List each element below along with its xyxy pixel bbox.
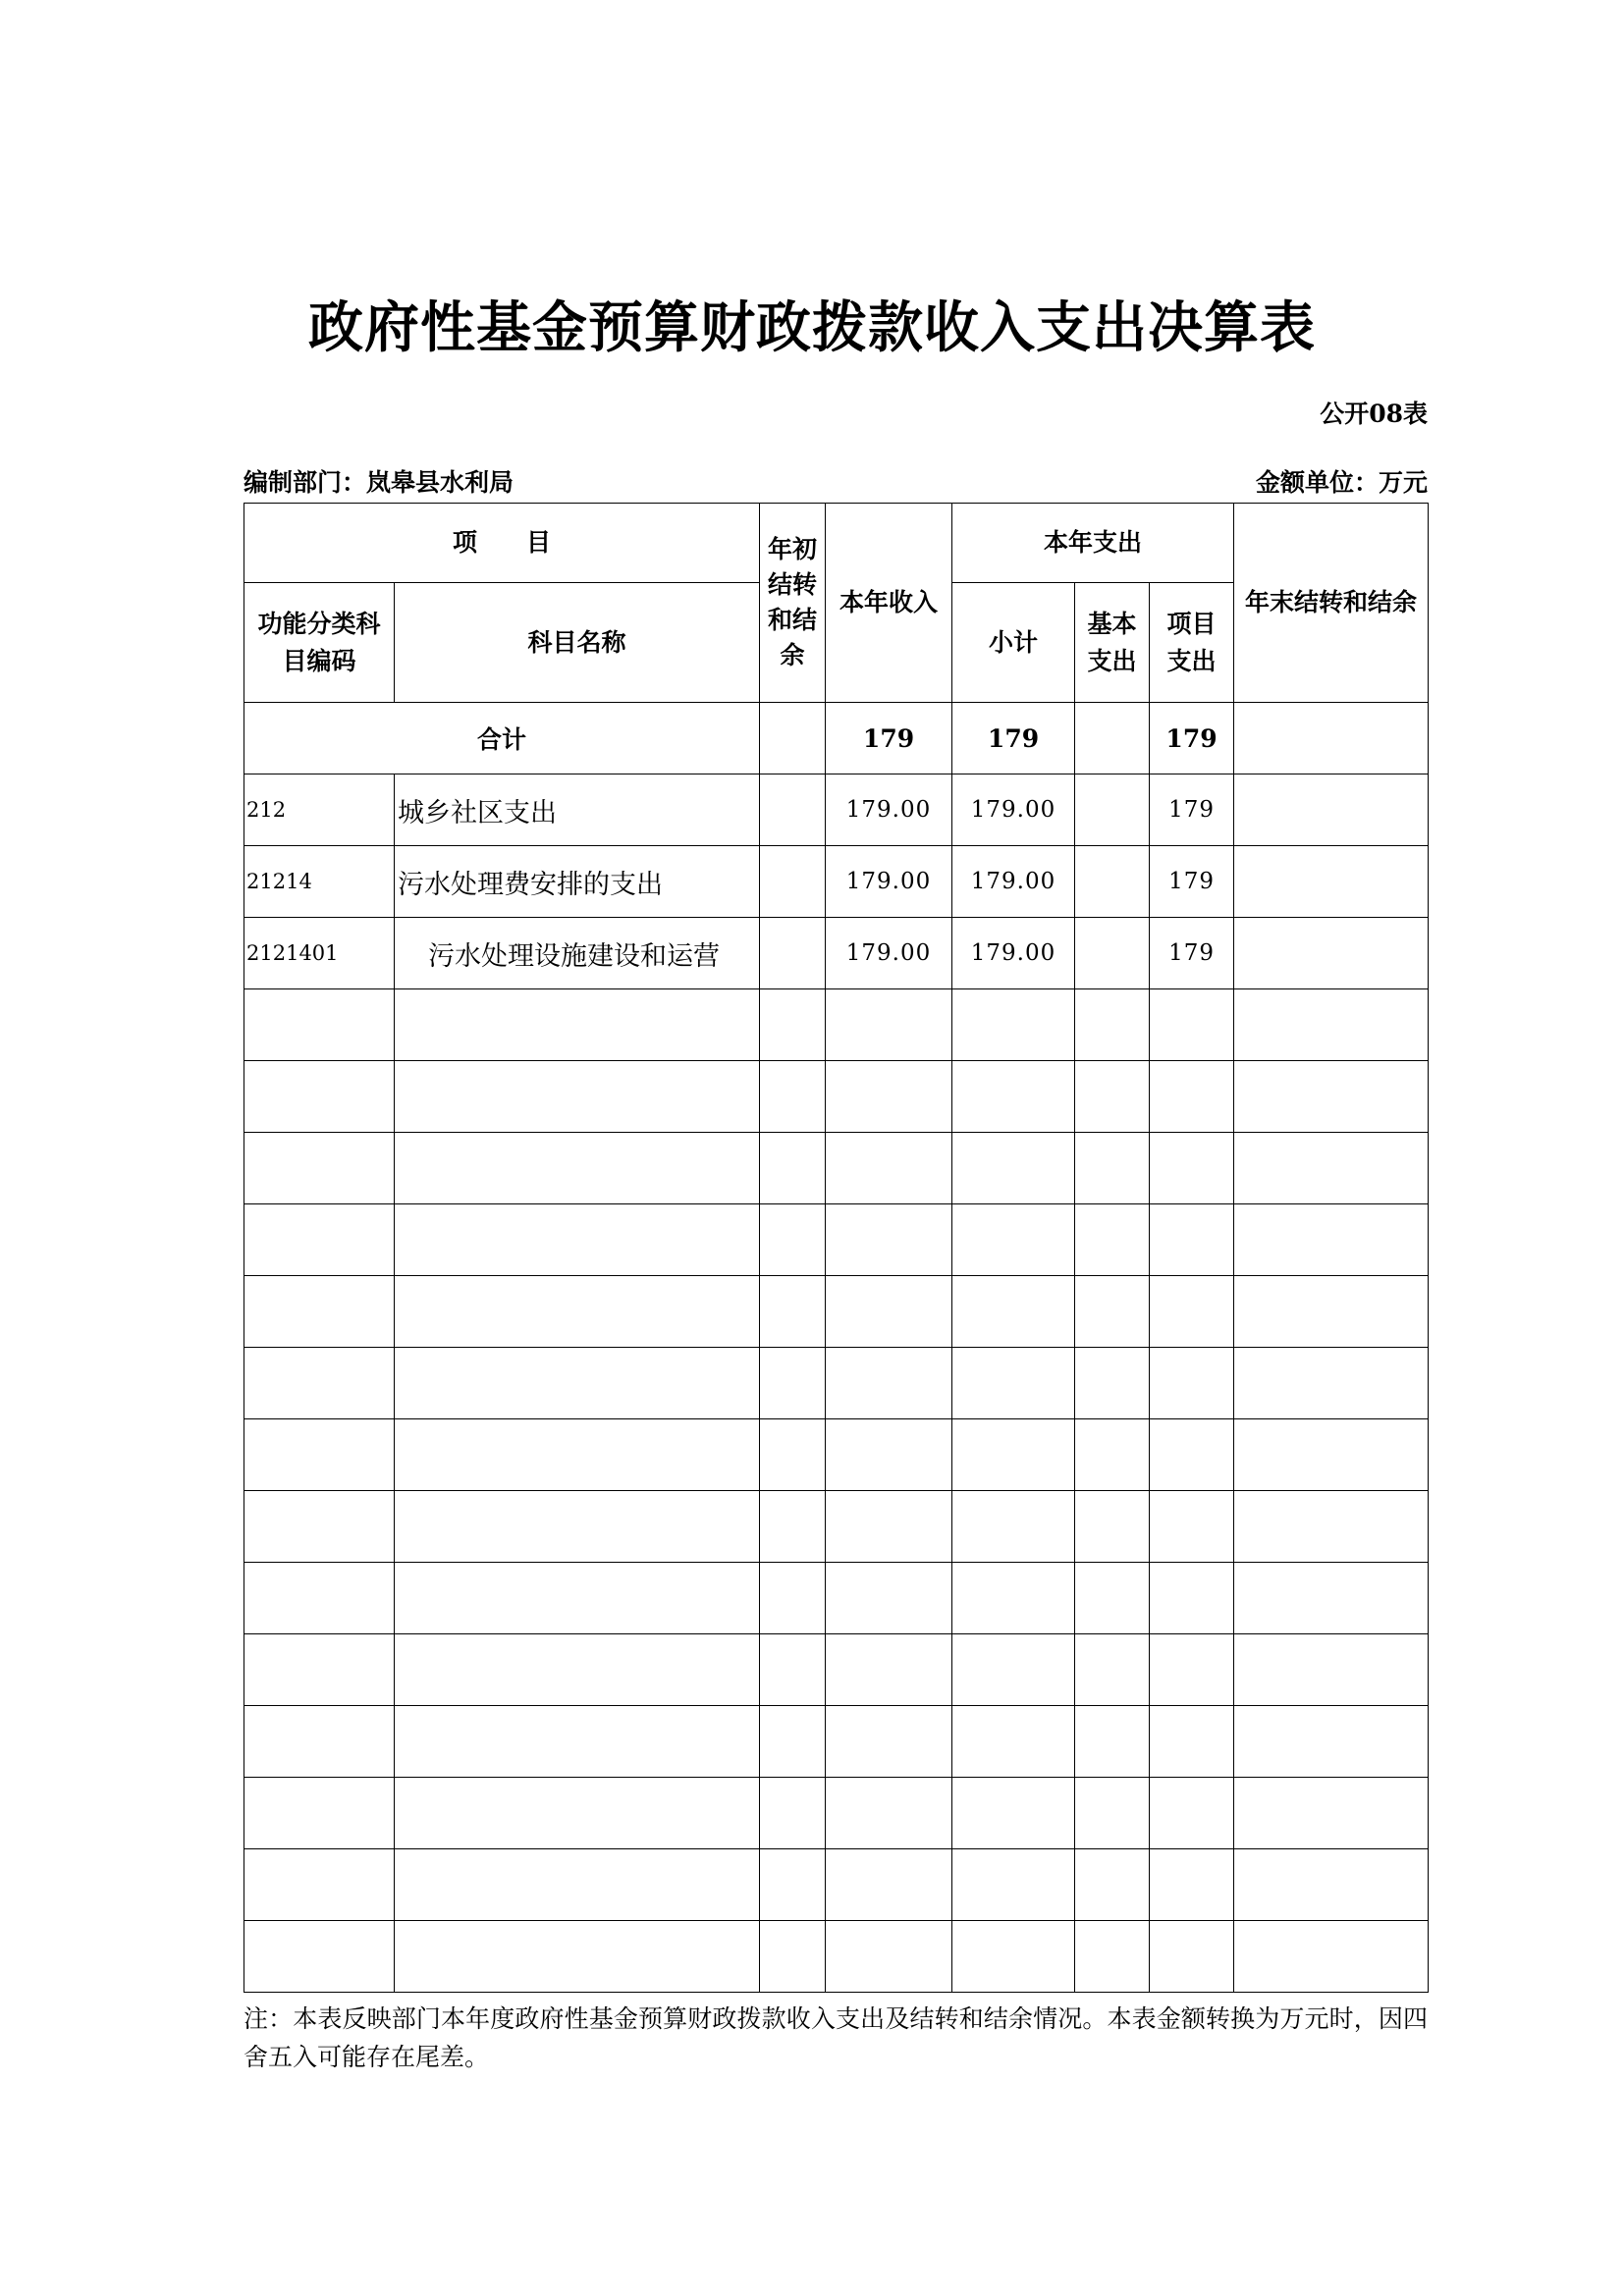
header-project-exp: 项目 支出: [1150, 583, 1234, 703]
empty-cell: [826, 1204, 952, 1276]
empty-cell: [1234, 1276, 1429, 1348]
header-closing-balance: 年末结转和结余: [1234, 504, 1429, 703]
empty-cell: [952, 1348, 1075, 1419]
empty-cell: [826, 1491, 952, 1563]
row-income: 179.00: [826, 918, 952, 989]
empty-cell: [1150, 1706, 1234, 1778]
empty-row: [244, 1204, 1429, 1276]
empty-cell: [760, 1634, 826, 1706]
empty-cell: [760, 1419, 826, 1491]
header-code: 功能分类科 目编码: [244, 583, 395, 703]
empty-cell: [244, 1348, 395, 1419]
total-opening: [760, 703, 826, 774]
row-subtotal: 179.00: [952, 774, 1075, 846]
empty-cell: [1150, 1563, 1234, 1634]
empty-cell: [1234, 1563, 1429, 1634]
empty-cell: [1075, 1849, 1150, 1921]
empty-row: [244, 1348, 1429, 1419]
row-basic: [1075, 774, 1150, 846]
empty-cell: [1234, 1348, 1429, 1419]
empty-cell: [1234, 1634, 1429, 1706]
empty-cell: [1234, 989, 1429, 1061]
empty-cell: [1075, 1706, 1150, 1778]
empty-cell: [1150, 1348, 1234, 1419]
empty-cell: [1150, 1061, 1234, 1133]
empty-cell: [1075, 1634, 1150, 1706]
empty-row: [244, 1921, 1429, 1993]
empty-cell: [952, 1706, 1075, 1778]
row-name: 城乡社区支出: [395, 774, 760, 846]
budget-table: [244, 503, 1429, 1993]
empty-cell: [952, 1133, 1075, 1204]
empty-cell: [760, 1348, 826, 1419]
row-income: 179.00: [826, 774, 952, 846]
empty-cell: [1234, 1133, 1429, 1204]
empty-cell: [760, 989, 826, 1061]
empty-cell: [244, 1133, 395, 1204]
empty-cell: [1150, 1276, 1234, 1348]
empty-cell: [1150, 1419, 1234, 1491]
empty-cell: [1234, 1491, 1429, 1563]
row-code: 2121401: [244, 918, 395, 989]
row-closing: [1234, 918, 1429, 989]
empty-cell: [760, 1061, 826, 1133]
empty-cell: [952, 1921, 1075, 1993]
empty-row: [244, 1563, 1429, 1634]
empty-cell: [826, 1849, 952, 1921]
empty-cell: [952, 989, 1075, 1061]
empty-cell: [395, 989, 760, 1061]
empty-cell: [244, 1778, 395, 1849]
department-label: 编制部门：岚皋县水利局: [244, 468, 514, 497]
empty-cell: [1075, 1419, 1150, 1491]
row-subtotal: 179.00: [952, 918, 1075, 989]
empty-cell: [244, 1563, 395, 1634]
empty-row: [244, 1634, 1429, 1706]
empty-cell: [826, 1706, 952, 1778]
empty-row: [244, 1133, 1429, 1204]
empty-cell: [1234, 1921, 1429, 1993]
empty-cell: [826, 1778, 952, 1849]
empty-cell: [395, 1778, 760, 1849]
empty-cell: [395, 1706, 760, 1778]
empty-cell: [952, 1634, 1075, 1706]
empty-row: [244, 1491, 1429, 1563]
empty-cell: [244, 1419, 395, 1491]
empty-cell: [1234, 1061, 1429, 1133]
empty-cell: [1150, 1204, 1234, 1276]
empty-row: [244, 1849, 1429, 1921]
empty-cell: [1234, 1778, 1429, 1849]
table-row: [244, 918, 1429, 989]
table-row: [244, 846, 1429, 918]
header-basic: 基本 支出: [1075, 583, 1150, 703]
empty-cell: [395, 1276, 760, 1348]
empty-cell: [395, 1849, 760, 1921]
row-opening: [760, 846, 826, 918]
empty-cell: [1150, 1778, 1234, 1849]
empty-cell: [395, 1634, 760, 1706]
table-row: [244, 774, 1429, 846]
empty-cell: [952, 1563, 1075, 1634]
empty-cell: [395, 1419, 760, 1491]
empty-cell: [760, 1921, 826, 1993]
row-closing: [1234, 846, 1429, 918]
empty-cell: [395, 1348, 760, 1419]
row-closing: [1234, 774, 1429, 846]
empty-cell: [826, 1061, 952, 1133]
unit-label: 金额单位：万元: [1255, 468, 1428, 497]
empty-cell: [1150, 1849, 1234, 1921]
empty-row: [244, 1419, 1429, 1491]
empty-cell: [395, 1204, 760, 1276]
empty-cell: [826, 1133, 952, 1204]
empty-row: [244, 1276, 1429, 1348]
empty-cell: [1150, 989, 1234, 1061]
empty-cell: [760, 1849, 826, 1921]
row-project: 179: [1150, 774, 1234, 846]
row-income: 179.00: [826, 846, 952, 918]
empty-cell: [1075, 1276, 1150, 1348]
row-opening: [760, 774, 826, 846]
header-project: 项 目: [244, 504, 760, 583]
empty-cell: [1075, 1204, 1150, 1276]
empty-cell: [1075, 1778, 1150, 1849]
total-subtotal: 179: [952, 703, 1075, 774]
row-project: 179: [1150, 918, 1234, 989]
empty-row: [244, 1706, 1429, 1778]
empty-cell: [952, 1204, 1075, 1276]
total-income: 179: [826, 703, 952, 774]
header-income: 本年收入: [826, 504, 952, 703]
total-label: 合计: [244, 703, 760, 774]
footnote: 注：本表反映部门本年度政府性基金预算财政拨款收入支出及结转和结余情况。本表金额转换为万元时，因四舍五入可能存在尾差。: [244, 2004, 1428, 2071]
empty-cell: [395, 1133, 760, 1204]
empty-cell: [244, 989, 395, 1061]
empty-cell: [760, 1204, 826, 1276]
row-code: 21214: [244, 846, 395, 918]
row-project: 179: [1150, 846, 1234, 918]
empty-cell: [395, 1921, 760, 1993]
empty-cell: [395, 1563, 760, 1634]
empty-cell: [1234, 1849, 1429, 1921]
empty-cell: [244, 1921, 395, 1993]
empty-row: [244, 1778, 1429, 1849]
empty-cell: [244, 1276, 395, 1348]
empty-cell: [244, 1634, 395, 1706]
empty-cell: [1150, 1921, 1234, 1993]
empty-row: [244, 1061, 1429, 1133]
total-basic: [1075, 703, 1150, 774]
empty-cell: [952, 1491, 1075, 1563]
empty-cell: [760, 1276, 826, 1348]
empty-cell: [826, 1419, 952, 1491]
empty-cell: [244, 1706, 395, 1778]
header-subtotal: 小计: [952, 583, 1075, 703]
empty-cell: [826, 1563, 952, 1634]
empty-cell: [826, 989, 952, 1061]
empty-cell: [244, 1061, 395, 1133]
empty-row: [244, 989, 1429, 1061]
empty-cell: [826, 1348, 952, 1419]
empty-cell: [952, 1061, 1075, 1133]
empty-cell: [395, 1491, 760, 1563]
row-name: 污水处理费安排的支出: [395, 846, 760, 918]
total-project: 179: [1150, 703, 1234, 774]
row-opening: [760, 918, 826, 989]
empty-cell: [826, 1634, 952, 1706]
empty-cell: [244, 1204, 395, 1276]
empty-cell: [952, 1276, 1075, 1348]
row-basic: [1075, 918, 1150, 989]
empty-cell: [395, 1061, 760, 1133]
page-title: 政府性基金预算财政拨款收入支出决算表: [308, 295, 1316, 360]
empty-cell: [1075, 1491, 1150, 1563]
header-expenditure: 本年支出: [952, 504, 1234, 583]
empty-cell: [1234, 1419, 1429, 1491]
header-name: 科目名称: [395, 583, 760, 703]
empty-cell: [1234, 1204, 1429, 1276]
empty-cell: [760, 1778, 826, 1849]
empty-cell: [760, 1706, 826, 1778]
empty-cell: [1075, 1133, 1150, 1204]
empty-cell: [244, 1849, 395, 1921]
empty-cell: [952, 1778, 1075, 1849]
empty-cell: [760, 1491, 826, 1563]
row-subtotal: 179.00: [952, 846, 1075, 918]
empty-cell: [1075, 1348, 1150, 1419]
row-basic: [1075, 846, 1150, 918]
empty-cell: [760, 1133, 826, 1204]
empty-cell: [1075, 1061, 1150, 1133]
empty-cell: [1075, 989, 1150, 1061]
row-name: 污水处理设施建设和运营: [395, 918, 760, 989]
empty-cell: [244, 1491, 395, 1563]
empty-cell: [1075, 1921, 1150, 1993]
empty-cell: [760, 1563, 826, 1634]
empty-cell: [1075, 1563, 1150, 1634]
empty-cell: [826, 1921, 952, 1993]
empty-cell: [826, 1276, 952, 1348]
form-number: 公开08表: [1320, 400, 1428, 428]
empty-cell: [1234, 1706, 1429, 1778]
empty-cell: [952, 1849, 1075, 1921]
total-closing: [1234, 703, 1429, 774]
row-code: 212: [244, 774, 395, 846]
header-opening-balance: 年初 结转 和结 余: [760, 504, 826, 703]
total-row: [244, 703, 1429, 774]
empty-cell: [1150, 1133, 1234, 1204]
empty-cell: [952, 1419, 1075, 1491]
empty-cell: [1150, 1634, 1234, 1706]
empty-cell: [1150, 1491, 1234, 1563]
